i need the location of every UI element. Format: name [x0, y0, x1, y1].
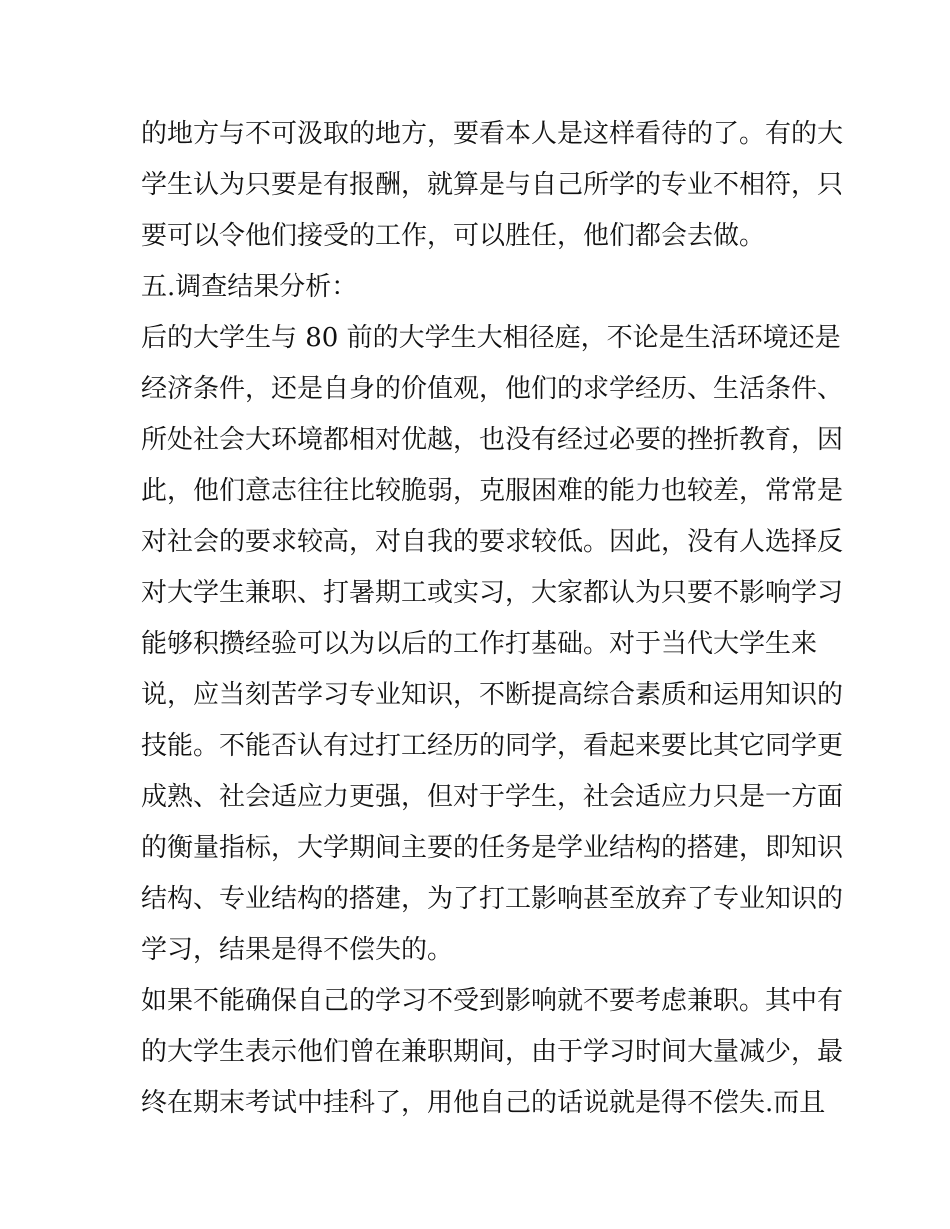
- text-line: 说，应当刻苦学习专业知识，不断提高综合素质和运用知识的: [141, 680, 844, 710]
- text-line: 对社会的要求较高，对自我的要求较低。因此，没有人选择反: [141, 527, 844, 557]
- text-line: 成熟、社会适应力更强，但对于学生，社会适应力只是一方面: [141, 782, 844, 812]
- text-line: 的大学生表示他们曾在兼职期间，由于学习时间大量减少，最: [141, 1037, 844, 1067]
- text-line: 如果不能确保自己的学习不受到影响就不要考虑兼职。其中有: [141, 986, 844, 1016]
- body-text: [141, 109, 844, 1129]
- text-line: 对大学生兼职、打暑期工或实习，大家都认为只要不影响学习: [141, 578, 844, 608]
- section-heading: 五.调查结果分析：: [141, 272, 358, 302]
- text-line: 能够积攒经验可以为以后的工作打基础。对于当代大学生来: [141, 629, 818, 659]
- text-line: 终在期末考试中挂科了，用他自己的话说就是得不偿失.而且: [141, 1088, 826, 1118]
- text-line: 的地方与不可汲取的地方，要看本人是这样看待的了。有的大: [141, 119, 844, 149]
- text-line: 所处社会大环境都相对优越，也没有经过必要的挫折教育，因: [141, 425, 844, 455]
- text-line: 技能。不能否认有过打工经历的同学，看起来要比其它同学更: [141, 731, 844, 761]
- text-line: 结构、专业结构的搭建，为了打工影响甚至放弃了专业知识的: [141, 884, 844, 914]
- text-line: 的衡量指标，大学期间主要的任务是学业结构的搭建，即知识: [141, 833, 844, 863]
- text-line: 要可以令他们接受的工作，可以胜任，他们都会去做。: [141, 221, 766, 251]
- text-line: 学习，结果是得不偿失的。: [141, 935, 454, 965]
- text-line: 经济条件，还是自身的价值观，他们的求学经历、生活条件、: [141, 374, 844, 404]
- text-line: 此，他们意志往往比较脆弱，克服困难的能力也较差，常常是: [141, 476, 844, 506]
- text-line: 后的大学生与 80 前的大学生大相径庭，不论是生活环境还是: [141, 323, 841, 353]
- text-line: 学生认为只要是有报酬，就算是与自己所学的专业不相符，只: [141, 170, 844, 200]
